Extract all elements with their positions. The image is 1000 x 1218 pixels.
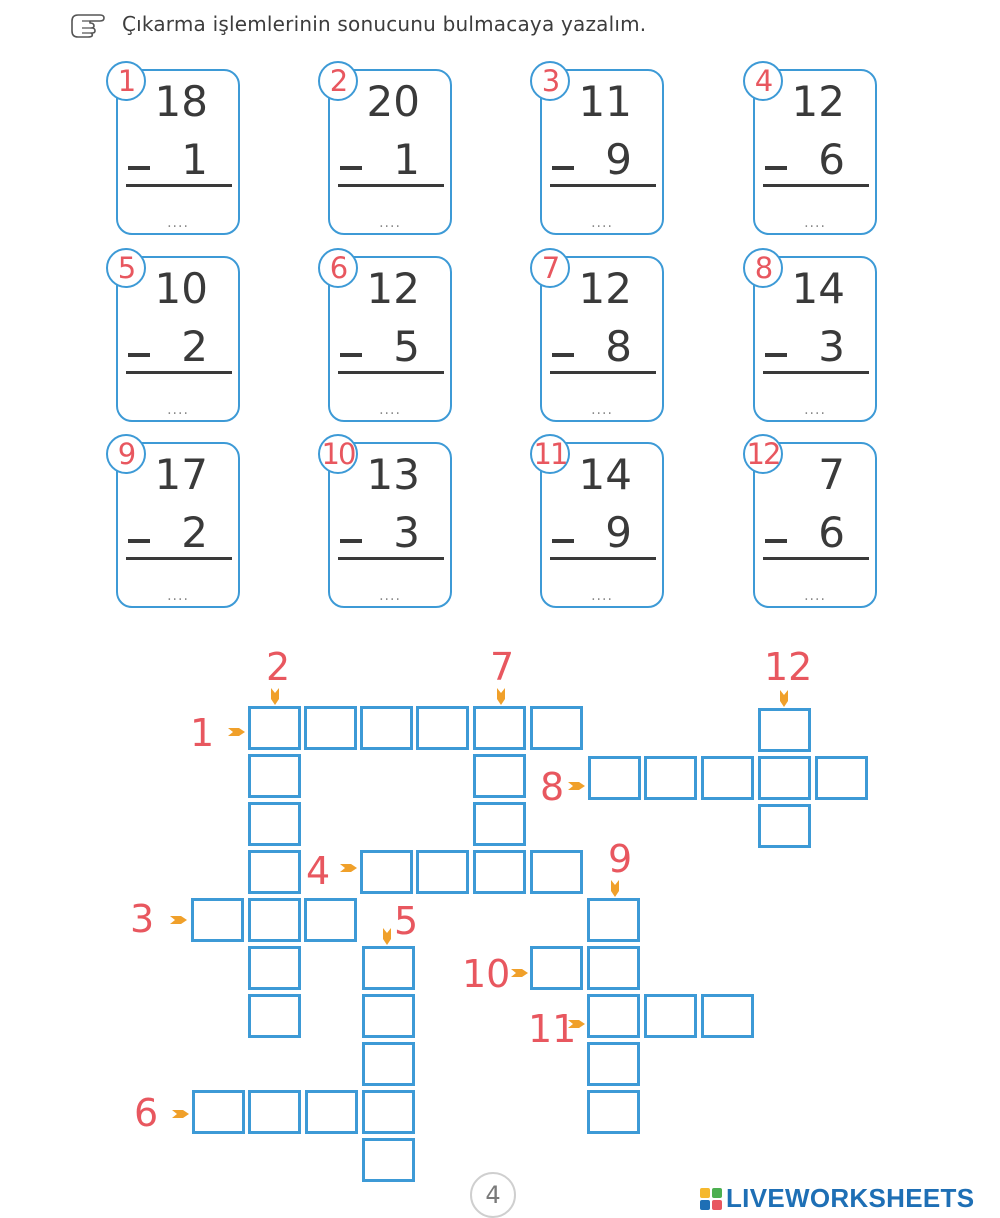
minuend: 7 <box>818 450 845 499</box>
problem-card-7 <box>540 251 664 422</box>
minus-sign <box>340 166 362 170</box>
result-line <box>338 184 444 187</box>
crossword-cell[interactable] <box>587 1042 640 1086</box>
answer-blank[interactable]: .... <box>167 215 189 231</box>
problem-card-12 <box>746 437 877 608</box>
crossword-cell[interactable] <box>360 706 413 750</box>
result-line <box>550 371 656 374</box>
subtrahend: 9 <box>605 508 632 557</box>
minuend: 11 <box>578 77 632 126</box>
result-line <box>338 371 444 374</box>
subtrahend: 5 <box>393 322 420 371</box>
crossword-cell[interactable] <box>362 1042 415 1086</box>
crossword-cell[interactable] <box>473 754 526 798</box>
crossword-cell[interactable] <box>758 756 811 800</box>
crossword-cell[interactable] <box>362 1090 415 1134</box>
clue-number-11: 11 <box>528 1007 577 1051</box>
minus-sign <box>128 353 150 357</box>
subtrahend: 2 <box>181 322 208 371</box>
arrow-right-icon <box>228 726 246 738</box>
crossword-cell[interactable] <box>416 850 469 894</box>
minuend: 20 <box>366 77 420 126</box>
problem-number-badge: 1 <box>106 61 146 101</box>
clue-number-2: 2 <box>266 645 291 689</box>
crossword-cell[interactable] <box>530 706 583 750</box>
crossword-cell[interactable] <box>473 802 526 846</box>
problem-card-11 <box>533 437 664 608</box>
crossword-cell[interactable] <box>248 706 301 750</box>
subtrahend: 3 <box>393 508 420 557</box>
crossword-cell[interactable] <box>362 994 415 1038</box>
minuend: 12 <box>791 77 845 126</box>
crossword-cell[interactable] <box>588 756 641 800</box>
clue-number-7: 7 <box>490 645 515 689</box>
minus-sign <box>765 539 787 543</box>
answer-blank[interactable]: .... <box>167 588 189 604</box>
problem-card-6 <box>328 251 452 422</box>
crossword-cell[interactable] <box>248 754 301 798</box>
crossword-cell[interactable] <box>473 706 526 750</box>
minuend: 18 <box>154 77 208 126</box>
crossword-cell[interactable] <box>758 804 811 848</box>
arrow-right-icon <box>568 1018 586 1030</box>
result-line <box>763 371 869 374</box>
clue-number-8: 8 <box>540 765 565 809</box>
arrow-right-icon <box>511 967 529 979</box>
result-line <box>550 184 656 187</box>
arrow-right-icon <box>568 780 586 792</box>
answer-blank[interactable]: .... <box>379 588 401 604</box>
problem-card-5 <box>116 251 240 422</box>
crossword-cell[interactable] <box>815 756 868 800</box>
crossword-cell[interactable] <box>248 898 301 942</box>
minus-sign <box>765 166 787 170</box>
problem-number-badge: 11 <box>530 434 570 474</box>
crossword-cell[interactable] <box>248 802 301 846</box>
crossword-cell[interactable] <box>644 756 697 800</box>
subtrahend: 1 <box>181 135 208 184</box>
crossword-cell[interactable] <box>192 1090 245 1134</box>
clue-number-12: 12 <box>764 645 813 689</box>
problem-number-badge: 6 <box>318 248 358 288</box>
crossword-cell[interactable] <box>191 898 244 942</box>
clue-number-3: 3 <box>130 897 155 941</box>
minuend: 12 <box>578 264 632 313</box>
liveworksheets-logo-icon <box>700 1188 722 1210</box>
crossword-cell[interactable] <box>587 1090 640 1134</box>
arrow-down-icon <box>380 928 394 946</box>
clue-number-6: 6 <box>134 1091 159 1135</box>
clue-number-5: 5 <box>394 899 419 943</box>
crossword-cell[interactable] <box>701 756 754 800</box>
crossword-cell[interactable] <box>304 706 357 750</box>
result-line <box>550 557 656 560</box>
result-line <box>338 557 444 560</box>
arrow-right-icon <box>172 1108 190 1120</box>
instruction <box>70 6 646 42</box>
minuend: 10 <box>154 264 208 313</box>
answer-blank[interactable]: .... <box>379 402 401 418</box>
clue-number-1: 1 <box>190 711 215 755</box>
crossword-cell[interactable] <box>701 994 754 1038</box>
answer-blank[interactable]: .... <box>591 215 613 231</box>
problem-number-badge: 12 <box>743 434 783 474</box>
answer-blank[interactable]: .... <box>804 402 826 418</box>
arrow-right-icon <box>340 862 358 874</box>
result-line <box>126 184 232 187</box>
crossword-cell[interactable] <box>587 898 640 942</box>
problem-number-badge: 5 <box>106 248 146 288</box>
minus-sign <box>128 539 150 543</box>
arrow-down-icon <box>494 688 508 706</box>
problem-number-badge: 2 <box>318 61 358 101</box>
result-line <box>126 371 232 374</box>
minus-sign <box>765 353 787 357</box>
crossword-cell[interactable] <box>416 706 469 750</box>
problem-number-badge: 3 <box>530 61 570 101</box>
brand-logo <box>700 1183 974 1214</box>
crossword-cell[interactable] <box>304 898 357 942</box>
crossword-cell[interactable] <box>305 1090 358 1134</box>
problem-card-9 <box>116 437 240 608</box>
crossword-cell[interactable] <box>587 994 640 1038</box>
problem-number-badge: 9 <box>106 434 146 474</box>
problem-card-8 <box>753 251 877 422</box>
crossword-cell[interactable] <box>248 1090 301 1134</box>
answer-blank[interactable]: .... <box>591 588 613 604</box>
arrow-down-icon <box>777 690 791 708</box>
instruction-text: Çıkarma işlemlerinin sonucunu bulmacaya yazalım. <box>122 12 647 36</box>
result-line <box>126 557 232 560</box>
brand-name: LIVEWORKSHEETS <box>726 1183 975 1213</box>
crossword-cell[interactable] <box>530 946 583 990</box>
minus-sign <box>552 353 574 357</box>
answer-blank[interactable]: .... <box>591 402 613 418</box>
answer-blank[interactable]: .... <box>804 588 826 604</box>
page-number: 4 <box>470 1172 516 1218</box>
minuend: 12 <box>366 264 420 313</box>
clue-number-9: 9 <box>608 837 633 881</box>
result-line <box>763 557 869 560</box>
answer-blank[interactable]: .... <box>379 215 401 231</box>
answer-blank[interactable]: .... <box>804 215 826 231</box>
crossword-cell[interactable] <box>758 708 811 752</box>
answer-blank[interactable]: .... <box>167 402 189 418</box>
subtrahend: 6 <box>818 135 845 184</box>
minuend: 17 <box>154 450 208 499</box>
minuend: 14 <box>578 450 632 499</box>
problem-card-10 <box>321 437 452 608</box>
minus-sign <box>552 539 574 543</box>
minuend: 13 <box>366 450 420 499</box>
problem-number-badge: 8 <box>743 248 783 288</box>
result-line <box>763 184 869 187</box>
problem-card-1 <box>116 64 240 235</box>
problem-card-2 <box>328 64 452 235</box>
crossword-cell[interactable] <box>248 994 301 1038</box>
crossword-cell[interactable] <box>530 850 583 894</box>
problem-card-4 <box>753 64 877 235</box>
subtrahend: 6 <box>818 508 845 557</box>
problem-number-badge: 4 <box>743 61 783 101</box>
problem-number-badge: 7 <box>530 248 570 288</box>
arrow-down-icon <box>268 688 282 706</box>
problem-number-badge: 10 <box>318 434 358 474</box>
subtrahend: 8 <box>605 322 632 371</box>
crossword-cell[interactable] <box>362 1138 415 1182</box>
minuend: 14 <box>791 264 845 313</box>
problem-card-3 <box>540 64 664 235</box>
pointing-hand-icon <box>70 9 110 39</box>
crossword-cell[interactable] <box>360 850 413 894</box>
subtrahend: 2 <box>181 508 208 557</box>
crossword-cell[interactable] <box>587 946 640 990</box>
crossword-cell[interactable] <box>362 946 415 990</box>
subtrahend: 1 <box>393 135 420 184</box>
minus-sign <box>552 166 574 170</box>
arrow-right-icon <box>170 914 188 926</box>
clue-number-4: 4 <box>306 849 331 893</box>
minus-sign <box>340 353 362 357</box>
crossword-cell[interactable] <box>644 994 697 1038</box>
crossword-cell[interactable] <box>248 946 301 990</box>
subtrahend: 3 <box>818 322 845 371</box>
minus-sign <box>128 166 150 170</box>
minus-sign <box>340 539 362 543</box>
clue-number-10: 10 <box>462 952 511 996</box>
crossword-cell[interactable] <box>473 850 526 894</box>
crossword-cell[interactable] <box>248 850 301 894</box>
subtrahend: 9 <box>605 135 632 184</box>
arrow-down-icon <box>608 880 622 898</box>
